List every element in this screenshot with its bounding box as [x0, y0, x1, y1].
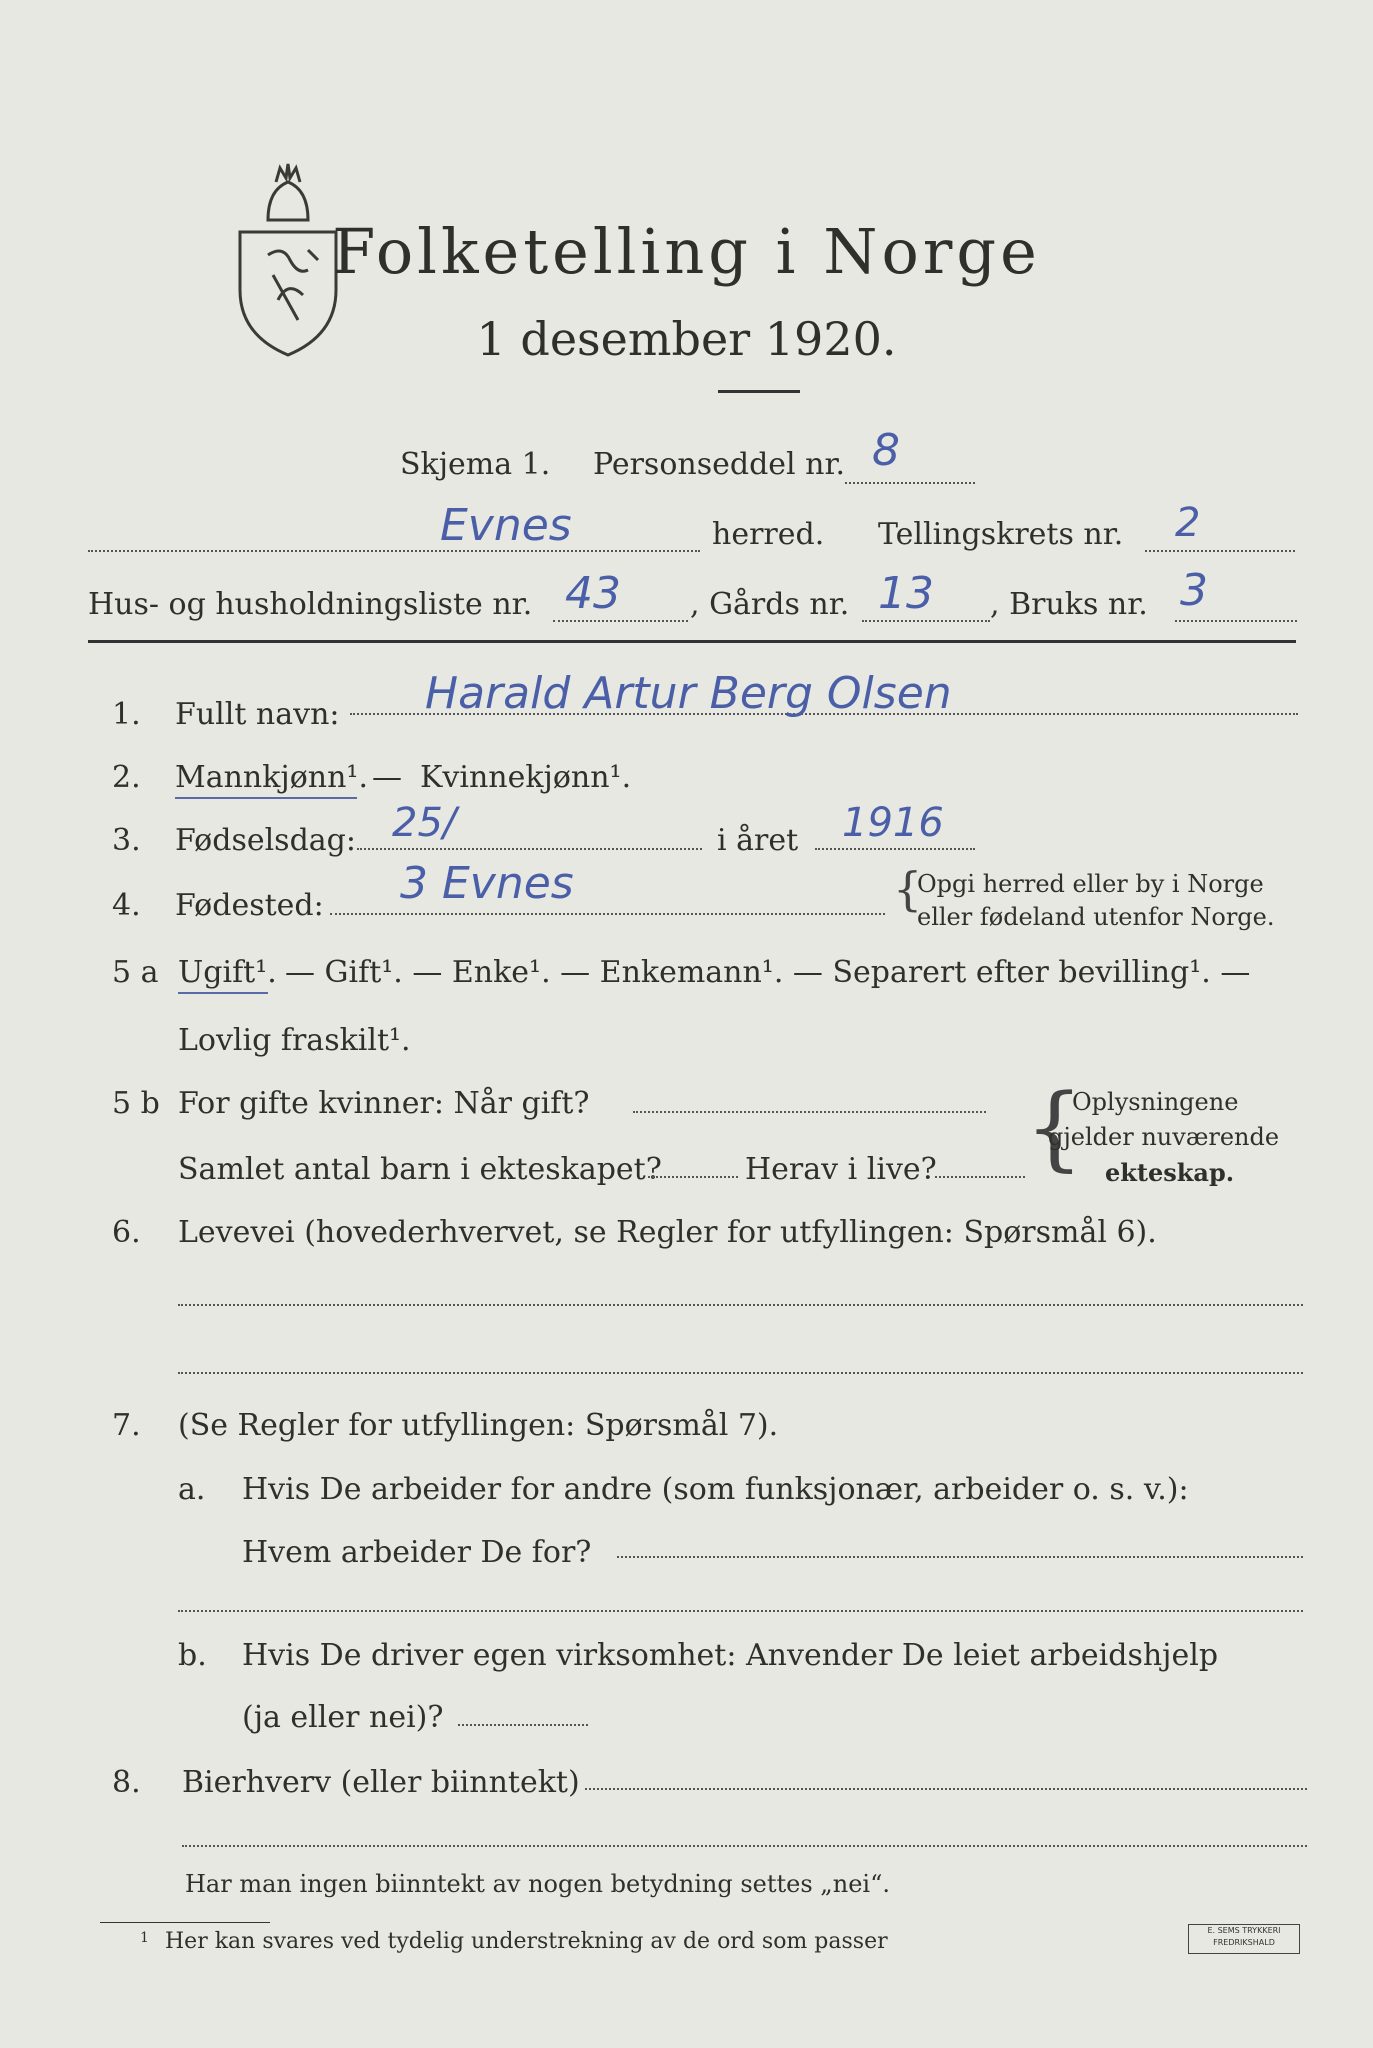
footnote-mark: 1	[140, 1930, 149, 1946]
q5b-number: 5 b	[112, 1086, 160, 1121]
q5b-live-label: Herav i live?	[745, 1152, 937, 1187]
q3-year-value: 1916	[842, 800, 944, 846]
q8-number: 8.	[112, 1765, 141, 1800]
personseddel-value: 8	[872, 425, 900, 476]
q5a-ugift-option: Ugift¹.	[178, 955, 277, 990]
q5a-number: 5 a	[112, 955, 159, 990]
q5b-barn-line	[648, 1176, 738, 1178]
q5a-other-options: — Gift¹. — Enke¹. — Enkemann¹. — Separert efter bevilling¹. —	[285, 955, 1251, 990]
q3-day-value: 25/	[392, 800, 457, 846]
herred-value: Evnes	[440, 500, 572, 551]
footnote-text: Her kan svares ved tydelig understrekning av de ord som passer	[165, 1929, 888, 1954]
q2-number: 2.	[112, 760, 141, 795]
q4-brace: {	[893, 862, 923, 916]
q5b-note-line1: Oplysningene	[1072, 1088, 1239, 1116]
q2-male-option: Mannkjønn¹.	[175, 760, 368, 795]
header-separator	[88, 640, 1296, 643]
bruks-value: 3	[1180, 565, 1208, 616]
herred-label: herred.	[712, 517, 825, 552]
q2-male-underline	[175, 797, 357, 799]
q3-year-label: i året	[717, 823, 799, 858]
q3-year-line	[815, 848, 975, 850]
q7-label: (Se Regler for utfyllingen: Spørsmål 7).	[178, 1408, 779, 1443]
tellingskrets-line	[1145, 550, 1295, 552]
gards-value: 13	[878, 568, 934, 619]
herred-line	[88, 550, 700, 552]
q6-number: 6.	[112, 1215, 141, 1250]
q5a-line2: Lovlig fraskilt¹.	[178, 1023, 411, 1058]
q5b-line1: For gifte kvinner: Når gift?	[178, 1086, 590, 1121]
q1-number: 1.	[112, 697, 141, 732]
q8-answer-line1	[585, 1788, 1307, 1790]
q5b-note-line2: gjelder nuværende	[1048, 1123, 1280, 1151]
q5b-live-line	[935, 1176, 1025, 1178]
q1-value: Harald Artur Berg Olsen	[425, 668, 952, 719]
q7b-answer-line	[458, 1724, 588, 1726]
q3-number: 3.	[112, 823, 141, 858]
q3-day-line	[357, 848, 702, 850]
q7a-letter: a.	[178, 1472, 206, 1507]
hus-value: 43	[565, 568, 621, 619]
q7-number: 7.	[112, 1408, 141, 1443]
printer-stamp-line1: E. SEMS TRYKKERI	[1207, 1926, 1281, 1935]
q4-note-line1: Opgi herred eller by i Norge	[917, 870, 1264, 898]
hus-label: Hus- og husholdningsliste nr.	[88, 587, 533, 622]
bruks-label: , Bruks nr.	[990, 587, 1148, 622]
title-divider	[718, 390, 800, 393]
q5b-barn-label: Samlet antal barn i ekteskapet?	[178, 1152, 662, 1187]
q5a-ugift-underline	[178, 992, 268, 994]
personseddel-label: Personseddel nr.	[593, 447, 846, 482]
personseddel-line	[845, 482, 975, 484]
q6-label: Levevei (hovederhvervet, se Regler for utfyllingen: Spørsmål 6).	[178, 1215, 1157, 1250]
gards-line	[862, 620, 990, 622]
q1-label: Fullt navn:	[175, 697, 340, 732]
q4-number: 4.	[112, 888, 141, 923]
q4-label: Fødested:	[175, 888, 324, 923]
q4-note-line2: eller fødeland utenfor Norge.	[917, 903, 1275, 931]
q7a-line2: Hvem arbeider De for?	[242, 1535, 592, 1570]
tellingskrets-label: Tellingskrets nr.	[878, 517, 1124, 552]
q3-label: Fødselsdag:	[175, 823, 356, 858]
q5b-note-line3: ekteskap.	[1105, 1158, 1235, 1187]
printer-stamp	[1188, 1924, 1300, 1954]
bruks-line	[1175, 620, 1297, 622]
q7b-line1: Hvis De driver egen virksomhet: Anvender De leiet arbeidshjelp	[242, 1638, 1219, 1673]
q5b-brace: {	[1025, 1074, 1084, 1181]
census-date: 1 desember 1920.	[476, 312, 897, 366]
q7b-letter: b.	[178, 1638, 207, 1673]
q8-label: Bierhverv (eller biinntekt)	[182, 1765, 580, 1800]
q4-line	[330, 913, 885, 915]
gards-label: , Gårds nr.	[690, 587, 850, 622]
printer-stamp-line2: FREDRIKSHALD	[1213, 1938, 1275, 1947]
hus-line	[553, 620, 688, 622]
q2-separator: —	[372, 760, 402, 795]
q6-answer-line2	[178, 1372, 1303, 1374]
tellingskrets-value: 2	[1175, 500, 1201, 546]
footer-note: Har man ingen biinntekt av nogen betydning settes „nei“.	[185, 1870, 890, 1898]
q6-answer-line1	[178, 1304, 1303, 1306]
q4-value: 3 Evnes	[400, 858, 574, 909]
footnote-rule	[100, 1922, 270, 1923]
q8-answer-line2	[182, 1845, 1307, 1847]
q7b-line2: (ja eller nei)?	[242, 1700, 444, 1735]
skjema-label: Skjema 1.	[400, 447, 551, 482]
q7a-answer-line1	[617, 1556, 1303, 1558]
q5b-nar-gift-line	[633, 1111, 986, 1113]
q7a-answer-line2	[178, 1610, 1303, 1612]
form-title: Folketelling i Norge	[332, 215, 1041, 288]
q7a-line1: Hvis De arbeider for andre (som funksjonær, arbeider o. s. v.):	[242, 1472, 1189, 1507]
q2-female-option: Kvinnekjønn¹.	[420, 760, 632, 795]
